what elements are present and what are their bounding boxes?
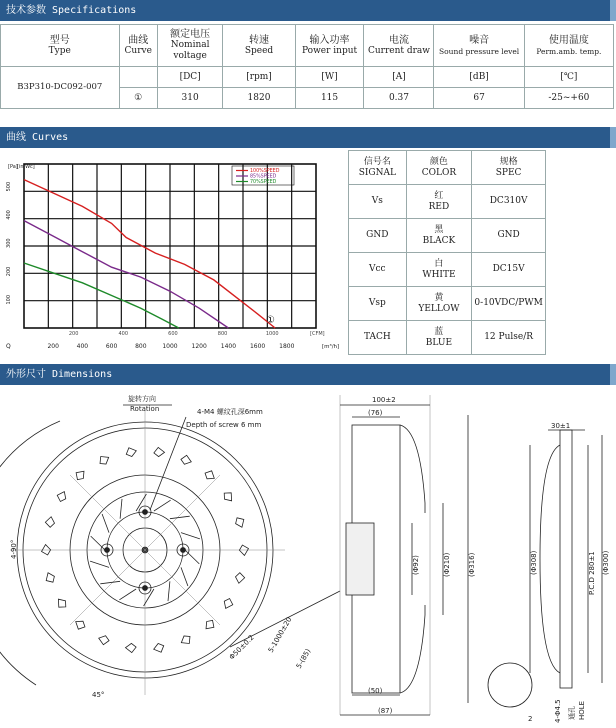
hub-vane: [181, 567, 188, 586]
y-tick-label: 300: [6, 238, 12, 248]
blade-mark: [235, 518, 244, 527]
screw-en-label: Depth of screw 6 mm: [186, 421, 262, 429]
x-tick-label: 1000: [162, 343, 178, 350]
x-axis-q: Q: [6, 343, 11, 350]
dimension-drawing: [0, 385, 616, 728]
blade-mark: [181, 636, 190, 644]
blade-mark: [154, 643, 164, 652]
x2-unit: [CFM]: [310, 331, 325, 337]
y-unit: [Pa]: [8, 164, 18, 170]
blade-mark: [76, 619, 85, 629]
spec-value-cell: 115: [295, 88, 364, 109]
spec-unit-cell: [119, 67, 157, 88]
legend-label: 70%SPEED: [250, 180, 277, 185]
hub-vane: [154, 500, 171, 511]
spec-value-cell: ①: [119, 88, 157, 109]
dim-d300: (Φ300): [602, 550, 610, 575]
dim-50: (50): [368, 687, 383, 695]
blade-mark: [224, 493, 231, 501]
spec-header-cell: 输入功率 Power input: [295, 25, 364, 67]
curves-title: 曲线 Curves: [6, 132, 69, 143]
dim-87: (87): [378, 707, 393, 715]
x-tick-label: 1600: [249, 343, 266, 350]
front-view: [0, 394, 340, 699]
spec-unit-cell: [W]: [295, 67, 364, 88]
rotation-en: Rotation: [130, 405, 160, 413]
rotation-arc: [0, 421, 60, 685]
y-tick-label: 100: [6, 294, 12, 305]
hub-vane: [185, 550, 199, 564]
blade-mark: [234, 573, 245, 584]
hub-vane: [181, 533, 200, 539]
spec-value-cell: 310: [157, 88, 222, 109]
blade-mark: [181, 455, 191, 466]
angle45-label: 45°: [92, 691, 105, 699]
x-unit: [m³/h]: [322, 344, 340, 350]
x-tick-label: 800: [135, 343, 147, 350]
signal-name: Vsp: [349, 287, 407, 321]
motor-housing: [346, 523, 374, 595]
signal-color: 蓝 BLUE: [406, 321, 472, 355]
x-tick-label: 400: [76, 343, 89, 350]
signal-name: GND: [349, 219, 407, 253]
center-lines: [10, 410, 285, 695]
signal-color: 黑 BLACK: [406, 219, 472, 253]
blade-mark: [99, 634, 109, 645]
x-tick-label: 1400: [220, 343, 237, 350]
spec-units-row: [1, 67, 614, 88]
dim-30: 30±1: [551, 422, 571, 430]
blade-mark: [125, 642, 136, 652]
spec-header-cell: 曲线 Curve: [119, 25, 157, 67]
curves-section-bar: [0, 127, 616, 148]
curve-marker: ①: [266, 315, 275, 326]
cable-line: [230, 591, 340, 647]
signal-name: Vs: [349, 185, 407, 219]
spec-header-cell: 电流 Current draw: [364, 25, 434, 67]
signal-header-row: [349, 151, 546, 185]
dim-d308: (Φ308): [530, 550, 538, 575]
spec-unit-cell: [rpm]: [223, 67, 295, 88]
dim-2: 2: [528, 715, 533, 723]
signal-spec: 12 Pulse/R: [472, 321, 546, 355]
dim-d210: (Φ210): [443, 552, 451, 577]
spec-header-row: [1, 25, 614, 67]
blade-mark: [76, 471, 85, 479]
spec-title: 技术参数 Specifications: [6, 5, 137, 16]
signal-table: [348, 150, 546, 355]
spec-section-bar: [0, 0, 616, 21]
spec-unit-cell: [℃]: [524, 67, 613, 88]
spec-header-cell: 型号 Type: [1, 25, 120, 67]
spec-unit-cell: [A]: [364, 67, 434, 88]
hub-vane: [170, 516, 190, 519]
dim-pcd: P.C.D 280±1: [588, 551, 596, 595]
performance-chart: [0, 150, 340, 353]
signal-spec: GND: [472, 219, 546, 253]
spec-value-cell: 0.37: [364, 88, 434, 109]
x2-tick-label: 600: [168, 331, 178, 337]
hub-vane: [90, 561, 109, 567]
hole-size: 4-Φ4.5: [554, 699, 562, 723]
x2-tick-label: 400: [118, 331, 129, 337]
flange-profile: [560, 430, 572, 688]
hole-en: HOLE: [578, 700, 586, 720]
blade-mark: [45, 517, 56, 528]
signal-header-cell: 规格 SPEC: [472, 151, 546, 185]
dim-100: 100±2: [372, 396, 396, 404]
y-tick-label: 200: [6, 266, 12, 277]
signal-row: [349, 219, 546, 253]
screw-label: 4-M4 螺纹孔深6mm: [197, 408, 263, 416]
dimensions-title: 外形尺寸 Dimensions: [6, 369, 113, 380]
signal-color: 红 RED: [406, 185, 472, 219]
inlet-ring-profile: [540, 445, 560, 673]
signal-row: [349, 253, 546, 287]
side-view: [340, 395, 532, 715]
y-tick-label: 500: [6, 181, 12, 192]
signal-header-cell: 信号名 SIGNAL: [349, 151, 407, 185]
y-tick-label: 400: [6, 210, 12, 220]
dimensions-section-bar: [0, 364, 616, 385]
dim-76: (76): [368, 409, 383, 417]
blade-mark: [58, 599, 65, 607]
signal-spec: DC310V: [472, 185, 546, 219]
hub-vane: [91, 536, 105, 550]
blade-mark: [100, 457, 109, 465]
spec-value-cell: -25~+60: [524, 88, 613, 109]
x2-tick-label: 200: [68, 331, 79, 337]
spec-unit-cell: [DC]: [157, 67, 222, 88]
signal-name: TACH: [349, 321, 407, 355]
legend-label: 85%SPEED: [250, 174, 277, 180]
signal-header-cell: 颜色 COLOR: [406, 151, 472, 185]
blade-mark: [46, 573, 55, 582]
x-tick-label: 1800: [279, 343, 295, 350]
spec-table: [0, 24, 614, 109]
dim-d92: (Φ92): [412, 555, 420, 575]
legend-label: 100%SPEED: [250, 169, 280, 174]
spec-header-cell: 使用温度 Perm.amb. temp.: [524, 25, 613, 67]
dim-d316: (Φ316): [468, 552, 476, 577]
signal-row: [349, 287, 546, 321]
blade-mark: [205, 620, 214, 628]
hub-vane: [100, 581, 120, 584]
hub-vane: [120, 499, 122, 519]
blade-mark: [57, 492, 67, 502]
side-shroud-bottom: [400, 605, 425, 693]
bolt-circle-label: Φ50±0.2: [227, 633, 256, 662]
rotation-cn: 旋转方向: [128, 395, 156, 403]
x2-tick-label: 1000: [265, 331, 279, 337]
x-tick-label: 1200: [191, 343, 207, 350]
blade-mark: [154, 447, 165, 457]
spec-header-cell: 额定电压 Nominal voltage: [157, 25, 222, 67]
cable-count-label: 5-(85): [294, 647, 313, 670]
signal-spec: DC15V: [472, 253, 546, 287]
signal-row: [349, 185, 546, 219]
signal-name: Vcc: [349, 253, 407, 287]
x-tick-label: 200: [47, 343, 59, 350]
right-view: [528, 422, 610, 723]
hole-detail-circle: [488, 663, 532, 707]
blade-mark: [222, 598, 232, 608]
spec-header-cell: 噪音 Sound pressure level: [434, 25, 524, 67]
x-tick-label: 600: [105, 343, 118, 350]
cable-length-label: 5-1000±20: [266, 615, 294, 654]
spec-value-cell: 1820: [223, 88, 295, 109]
blade-mark: [205, 471, 214, 481]
blade-mark: [126, 448, 136, 457]
screw-leader: [150, 417, 186, 510]
x2-tick-label: 800: [217, 331, 228, 337]
hub-vane: [168, 581, 170, 601]
spec-unit-cell: [dB]: [434, 67, 524, 88]
hole-cn: 通孔: [568, 706, 576, 720]
spec-header-cell: 转速 Speed: [223, 25, 295, 67]
hub-vane: [119, 589, 136, 600]
side-shroud-top: [400, 425, 425, 513]
signal-color: 白 WHITE: [406, 253, 472, 287]
hub-vane: [102, 514, 109, 533]
signal-spec: 0-10VDC/PWM: [472, 287, 546, 321]
angle-label: 4-90°: [10, 539, 18, 559]
spec-value-cell: 67: [434, 88, 524, 109]
signal-color: 黄 YELLOW: [406, 287, 472, 321]
y-unit-2: [in.Wc]: [17, 164, 35, 170]
signal-row: [349, 321, 546, 355]
spec-model: B3P310-DC092-007: [1, 67, 120, 109]
